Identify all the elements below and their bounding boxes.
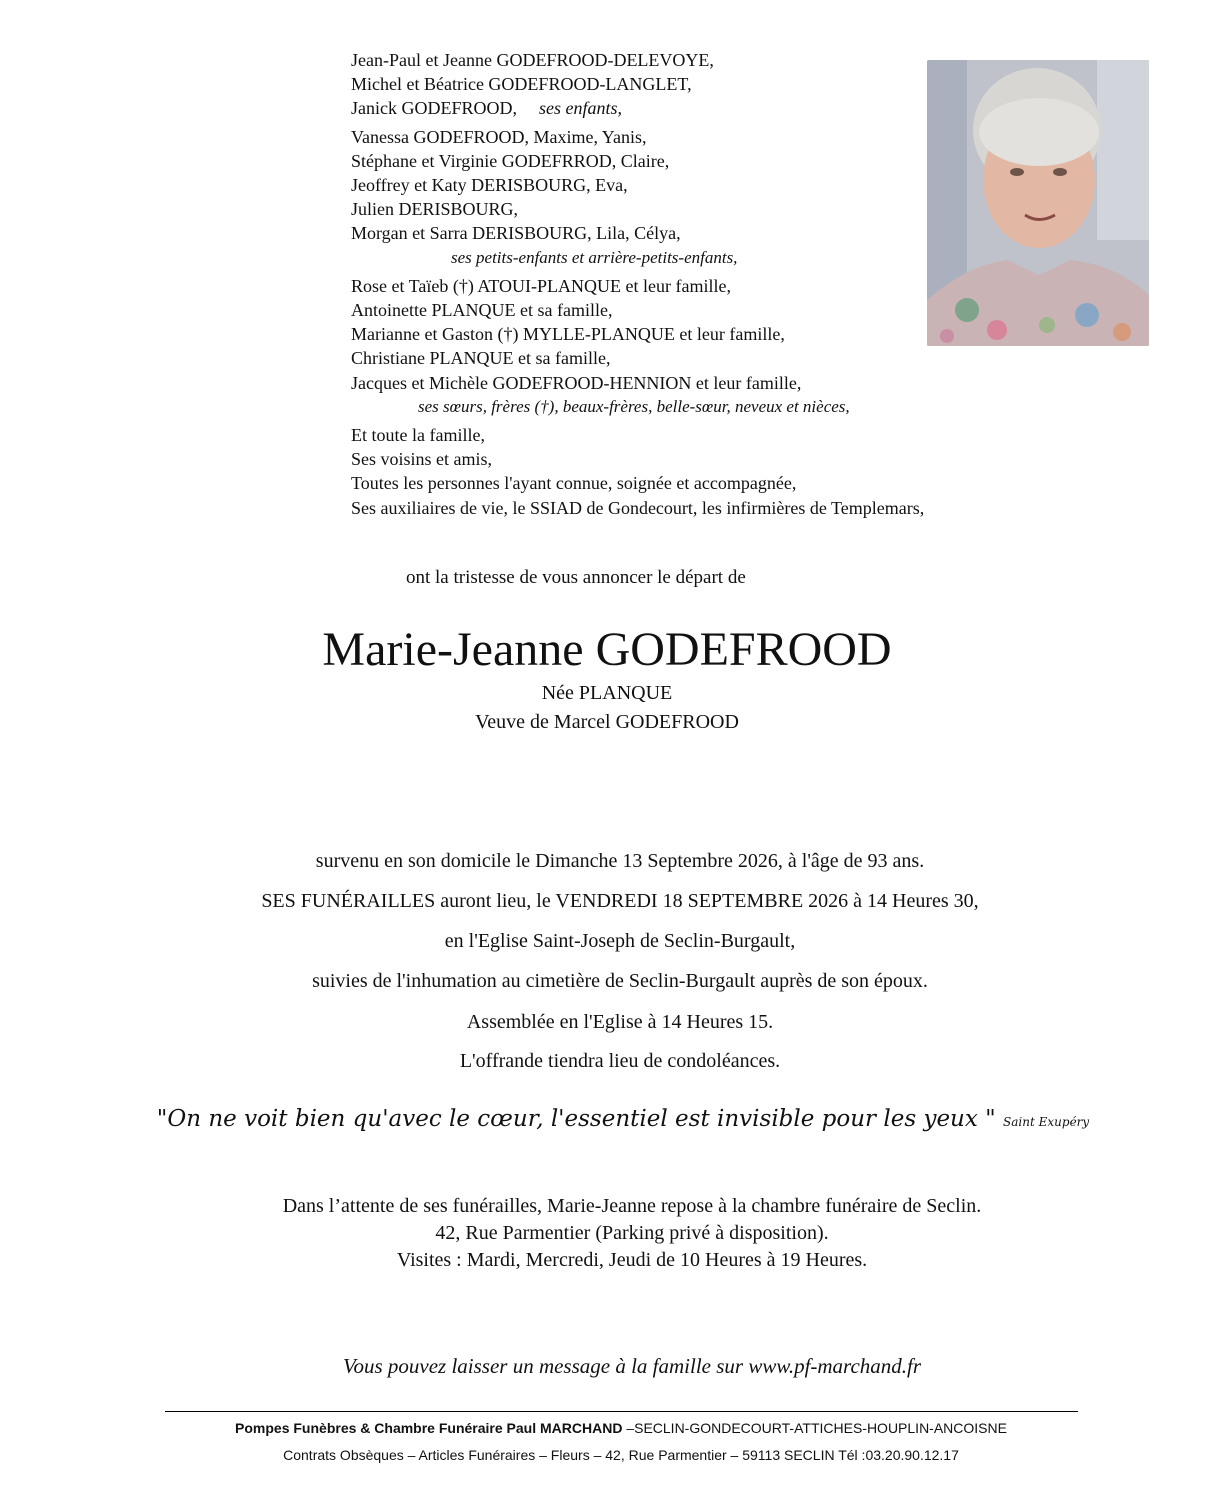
family-line: Jeoffrey et Katy DERISBOURG, Eva, — [351, 175, 628, 196]
quote — [0, 1106, 1214, 1132]
announcement: ont la tristesse de vous annoncer le départ de — [406, 567, 746, 588]
children-label: ses enfants, — [539, 98, 622, 119]
family-line: Janick GODEFROOD, — [351, 98, 517, 119]
others-group — [351, 423, 1031, 520]
siblings-label: ses sœurs, frères (†), beaux-frères, belle-sœur, neveux et nièces, — [418, 396, 850, 416]
family-line: Julien DERISBOURG, — [351, 199, 519, 220]
family-line: Marianne et Gaston (†) MYLLE-PLANQUE et leur famille, — [351, 324, 785, 345]
family-line: Vanessa GODEFROOD, Maxime, Yanis, — [351, 126, 647, 147]
footer-divider — [165, 1411, 1078, 1412]
wake-visits: Visites : Mardi, Mercredi, Jeudi de 10 Heures à 19 Heures. — [396, 1249, 868, 1271]
footer-line-1 — [0, 1420, 1214, 1436]
detail-death: survenu en son domicile le Dimanche 13 Septembre 2026, à l'âge de 93 ans. — [315, 850, 925, 872]
footer-towns: –SECLIN-GONDECOURT-ATTICHES-HOUPLIN-ANCOISNE — [626, 1420, 1007, 1436]
family-line: Christiane PLANQUE et sa famille, — [351, 348, 611, 369]
born-name: Née PLANQUE — [541, 682, 673, 704]
family-line: Jean-Paul et Jeanne GODEFROOD-DELEVOYE, — [351, 50, 714, 70]
footer-company: Pompes Funèbres & Chambre Funéraire Paul MARCHAND — [235, 1420, 623, 1436]
widow-of: Veuve de Marcel GODEFROOD — [475, 711, 739, 733]
detail-offering: L'offrande tiendra lieu de condoléances. — [459, 1050, 781, 1072]
detail-assembly: Assemblée en l'Eglise à 14 Heures 15. — [466, 1011, 774, 1033]
grandchildren-label: ses petits-enfants et arrière-petits-enfants, — [451, 247, 738, 267]
wake-address: 42, Rue Parmentier (Parking privé à disposition). — [435, 1222, 829, 1244]
message-line: Vous pouvez laisser un message à la famille sur www.pf-marchand.fr — [342, 1354, 922, 1378]
detail-church: en l'Eglise Saint-Joseph de Seclin-Burgault, — [444, 930, 796, 952]
family-line: Rose et Taïeb (†) ATOUI-PLANQUE et leur famille, — [351, 275, 731, 296]
family-line: Ses voisins et amis, — [351, 449, 493, 470]
portrait-photo — [927, 60, 1149, 346]
family-line: Toutes les personnes l'ayant connue, soignée et accompagnée, — [351, 473, 797, 494]
family-line: Jacques et Michèle GODEFROOD-HENNION et leur famille, — [351, 372, 802, 393]
family-line: Morgan et Sarra DERISBOURG, Lila, Célya, — [351, 223, 681, 244]
quote-author: Saint Exupéry — [1003, 1115, 1090, 1129]
family-line: Michel et Béatrice GODEFROOD-LANGLET, — [351, 74, 692, 95]
deceased-name: Marie-Jeanne GODEFROOD — [322, 623, 892, 676]
family-line: Antoinette PLANQUE et sa famille, — [351, 300, 613, 321]
detail-funeral: SES FUNÉRAILLES auront lieu, le VENDREDI 18 SEPTEMBRE 2026 à 14 Heures 30, — [261, 890, 979, 912]
footer-line-2: Contrats Obsèques – Articles Funéraires – Fleurs – 42, Rue Parmentier – 59113 SECLIN Tél :03.20.90.12.17 — [283, 1447, 959, 1463]
quote-text: "On ne voit bien qu'avec le cœur, l'essentiel est invisible pour les yeux " — [156, 1106, 996, 1132]
family-line: Stéphane et Virginie GODEFRROD, Claire, — [351, 150, 670, 171]
detail-burial: suivies de l'inhumation au cimetière de Seclin-Burgault auprès de son époux. — [312, 970, 928, 992]
family-line: Ses auxiliaires de vie, le SSIAD de Gondecourt, les infirmières de Templemars, — [351, 497, 925, 518]
wake-line: Dans l’attente de ses funérailles, Marie-Jeanne repose à la chambre funéraire de Seclin. — [282, 1195, 982, 1217]
family-line: Et toute la famille, — [351, 425, 485, 446]
